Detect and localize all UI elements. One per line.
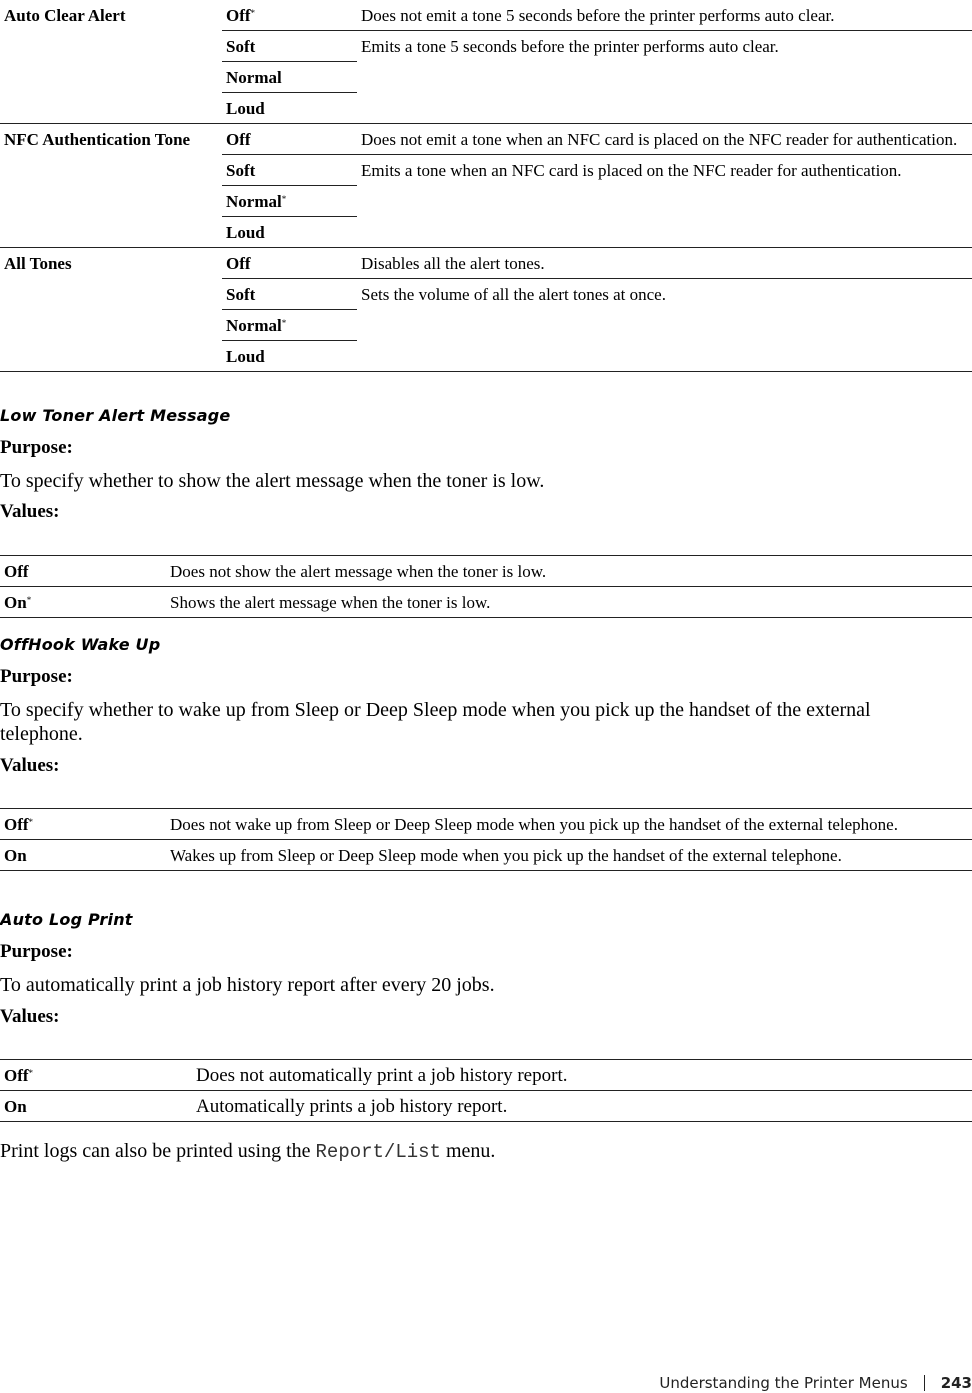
alert-tone-table bbox=[0, 0, 972, 372]
option-value: Off bbox=[0, 556, 166, 587]
setting-value: Loud bbox=[222, 217, 357, 248]
section-title-offhook: OffHook Wake Up bbox=[0, 635, 161, 654]
setting-description: Disables all the alert tones. bbox=[357, 248, 972, 279]
option-description: Automatically prints a job history report. bbox=[192, 1091, 972, 1122]
setting-name: All Tones bbox=[0, 248, 222, 372]
offhook-values-table bbox=[0, 808, 972, 871]
table-row bbox=[0, 248, 972, 279]
setting-value: Soft bbox=[222, 279, 357, 310]
page-footer bbox=[659, 1374, 972, 1392]
setting-description: Sets the volume of all the alert tones at once. bbox=[357, 279, 972, 372]
auto-log-values-table bbox=[0, 1059, 972, 1122]
setting-value: Loud bbox=[222, 93, 357, 124]
setting-value: Off bbox=[222, 248, 357, 279]
setting-name: Auto Clear Alert bbox=[0, 0, 222, 124]
setting-value: Normal bbox=[222, 62, 357, 93]
option-description: Does not show the alert message when the toner is low. bbox=[166, 556, 972, 587]
setting-value: Loud bbox=[222, 341, 357, 372]
setting-value: Normal* bbox=[222, 310, 357, 341]
purpose-label: Purpose: bbox=[0, 666, 73, 687]
setting-value: Normal* bbox=[222, 186, 357, 217]
table-row bbox=[0, 809, 972, 840]
purpose-text: To automatically print a job history report after every 20 jobs. bbox=[0, 974, 495, 996]
purpose-label: Purpose: bbox=[0, 437, 73, 458]
menu-reference: Report/List bbox=[315, 1141, 441, 1163]
option-value: On* bbox=[0, 587, 166, 618]
option-value: On bbox=[0, 1091, 192, 1122]
purpose-text: To specify whether to show the alert message when the toner is low. bbox=[0, 470, 545, 492]
low-toner-values-table bbox=[0, 555, 972, 618]
purpose-text: To specify whether to wake up from Sleep or Deep Sleep mode when you pick up the handset of the external telephone. bbox=[0, 699, 871, 745]
table-row bbox=[0, 0, 972, 31]
setting-value: Soft bbox=[222, 155, 357, 186]
option-description: Wakes up from Sleep or Deep Sleep mode when you pick up the handset of the external telephone. bbox=[166, 840, 972, 871]
setting-description: Does not emit a tone 5 seconds before the printer performs auto clear. bbox=[357, 0, 972, 31]
chapter-title: Understanding the Printer Menus bbox=[659, 1374, 908, 1392]
note-text: Print logs can also be printed using the Report/List menu. bbox=[0, 1140, 496, 1163]
section-title-auto-log: Auto Log Print bbox=[0, 910, 133, 929]
option-value: On bbox=[0, 840, 166, 871]
values-label: Values: bbox=[0, 755, 60, 776]
table-row bbox=[0, 556, 972, 587]
section-title-low-toner: Low Toner Alert Message bbox=[0, 406, 231, 425]
option-description: Shows the alert message when the toner is low. bbox=[166, 587, 972, 618]
table-row bbox=[0, 124, 972, 155]
option-value: Off* bbox=[0, 809, 166, 840]
setting-description: Emits a tone 5 seconds before the printer performs auto clear. bbox=[357, 31, 972, 124]
setting-value: Off bbox=[222, 124, 357, 155]
setting-value: Off* bbox=[222, 0, 357, 31]
table-row bbox=[0, 587, 972, 618]
table-row bbox=[0, 840, 972, 871]
option-description: Does not wake up from Sleep or Deep Sleep mode when you pick up the handset of the external telephone. bbox=[166, 809, 972, 840]
page-number: 243 bbox=[940, 1374, 972, 1392]
purpose-label: Purpose: bbox=[0, 941, 73, 962]
setting-value: Soft bbox=[222, 31, 357, 62]
setting-name: NFC Authentication Tone bbox=[0, 124, 222, 248]
table-row bbox=[0, 1091, 972, 1122]
footer-divider bbox=[924, 1375, 925, 1391]
table-row bbox=[0, 1060, 972, 1091]
setting-description: Does not emit a tone when an NFC card is placed on the NFC reader for authentication. bbox=[357, 124, 972, 155]
option-description: Does not automatically print a job history report. bbox=[192, 1060, 972, 1091]
values-label: Values: bbox=[0, 1006, 60, 1027]
option-value: Off* bbox=[0, 1060, 192, 1091]
setting-description: Emits a tone when an NFC card is placed on the NFC reader for authentication. bbox=[357, 155, 972, 248]
values-label: Values: bbox=[0, 501, 60, 522]
